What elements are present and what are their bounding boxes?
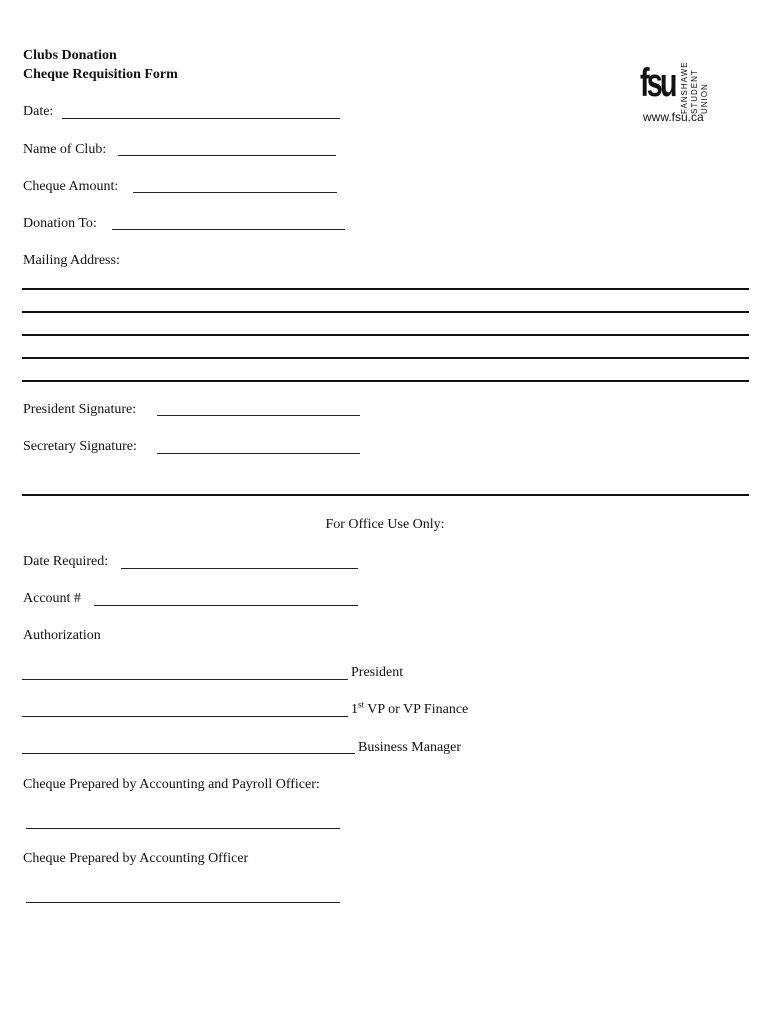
fsu-logo-mark: fsu bbox=[640, 61, 675, 105]
president-authorization-field[interactable] bbox=[22, 679, 348, 680]
vp-ordinal-suffix: st bbox=[358, 699, 365, 710]
club-name-field[interactable] bbox=[118, 155, 336, 156]
vp-authorization-label bbox=[351, 699, 469, 718]
prepared-by-accounting-field[interactable] bbox=[26, 902, 340, 903]
president-authorization-label: President bbox=[351, 665, 404, 680]
donation-to-field[interactable] bbox=[112, 229, 345, 230]
vp-ordinal-number: 1 bbox=[351, 702, 358, 717]
logo-word-fanshawe: FANSHAWE bbox=[680, 61, 689, 114]
section-divider bbox=[22, 494, 749, 496]
cheque-amount-label: Cheque Amount: bbox=[23, 179, 119, 194]
office-use-heading: For Office Use Only: bbox=[325, 517, 445, 532]
prepared-by-accounting-payroll-field[interactable] bbox=[26, 828, 340, 829]
account-label: Account # bbox=[23, 591, 81, 606]
club-name-label: Name of Club: bbox=[23, 142, 107, 157]
authorization-label: Authorization bbox=[23, 628, 101, 643]
date-field[interactable] bbox=[62, 118, 340, 119]
business-manager-label: Business Manager bbox=[358, 740, 462, 755]
logo-word-student: STUDENT bbox=[690, 69, 699, 114]
fsu-logo-wordmark bbox=[680, 58, 709, 114]
mailing-address-label: Mailing Address: bbox=[23, 253, 120, 268]
date-required-field[interactable] bbox=[121, 568, 358, 569]
president-signature-field[interactable] bbox=[157, 415, 360, 416]
mailing-address-line[interactable] bbox=[22, 380, 749, 382]
vp-authorization-field[interactable] bbox=[22, 716, 348, 717]
president-signature-label: President Signature: bbox=[23, 402, 137, 417]
vp-title: VP or VP Finance bbox=[364, 702, 469, 717]
cheque-amount-field[interactable] bbox=[133, 192, 337, 193]
logo-word-union: UNION bbox=[700, 83, 709, 114]
logo-url: www.fsu.ca bbox=[643, 110, 704, 124]
date-required-label: Date Required: bbox=[23, 554, 109, 569]
secretary-signature-label: Secretary Signature: bbox=[23, 439, 137, 454]
mailing-address-line[interactable] bbox=[22, 357, 749, 359]
account-field[interactable] bbox=[94, 605, 358, 606]
donation-to-label: Donation To: bbox=[23, 216, 97, 231]
prepared-by-accounting-payroll-label: Cheque Prepared by Accounting and Payroll Officer: bbox=[23, 777, 320, 792]
business-manager-field[interactable] bbox=[22, 753, 355, 754]
prepared-by-accounting-label: Cheque Prepared by Accounting Officer bbox=[23, 851, 249, 866]
mailing-address-line[interactable] bbox=[22, 334, 749, 336]
form-title-line1: Clubs Donation bbox=[23, 48, 117, 63]
date-label: Date: bbox=[23, 104, 54, 119]
mailing-address-line[interactable] bbox=[22, 288, 749, 290]
form-title-line2: Cheque Requisition Form bbox=[23, 67, 178, 82]
mailing-address-line[interactable] bbox=[22, 311, 749, 313]
secretary-signature-field[interactable] bbox=[157, 453, 360, 454]
